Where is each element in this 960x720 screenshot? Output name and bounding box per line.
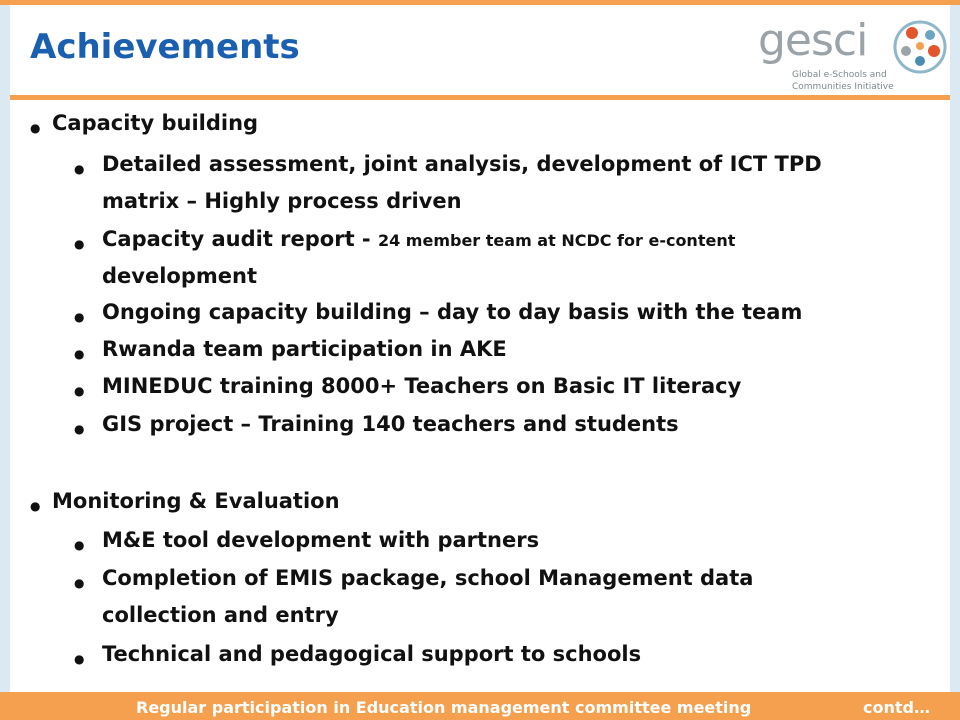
section-heading: Monitoring & Evaluation bbox=[52, 489, 340, 513]
list-item-text: Technical and pedagogical support to schools bbox=[102, 642, 642, 666]
bullet-dot-icon: ● bbox=[74, 384, 85, 398]
footer-continued: contd… bbox=[863, 698, 930, 717]
slide-header bbox=[10, 5, 950, 95]
list-item-text: M&E tool development with partners bbox=[102, 528, 540, 552]
bullet-dot-icon: ● bbox=[74, 162, 85, 176]
logo-tagline: Global e-Schools and Communities Initiative bbox=[792, 70, 894, 92]
slide-frame-right bbox=[950, 0, 960, 720]
bullet-dot-icon: ● bbox=[74, 422, 85, 436]
list-item-text bbox=[102, 222, 735, 258]
bullet-dot-icon: ● bbox=[74, 237, 85, 251]
footer-note: Regular participation in Education management committee meeting bbox=[136, 698, 752, 717]
bullet-dot-icon: ● bbox=[74, 576, 85, 590]
bullet-dot-icon: ● bbox=[74, 652, 85, 666]
list-item-text: MINEDUC training 8000+ Teachers on Basic IT literacy bbox=[102, 374, 742, 398]
section-heading: Capacity building bbox=[52, 111, 259, 135]
slide-body bbox=[10, 100, 950, 692]
list-item-text: matrix – Highly process driven bbox=[102, 189, 462, 213]
bullet-dot-icon: ● bbox=[74, 538, 85, 552]
list-item-text: Detailed assessment, joint analysis, development of ICT TPD bbox=[102, 152, 822, 176]
list-item-text: development bbox=[102, 264, 257, 288]
gesci-logo bbox=[758, 17, 958, 97]
bullet-dot-icon: ● bbox=[74, 347, 85, 361]
slide-title: Achievements bbox=[30, 27, 300, 67]
list-item-text: Completion of EMIS package, school Management data bbox=[102, 566, 754, 590]
bullet-dot-icon: ● bbox=[30, 121, 41, 135]
list-item-text: collection and entry bbox=[102, 603, 339, 627]
bullet-dot-icon: ● bbox=[74, 310, 85, 324]
list-item-detail: 24 member team at NCDC for e-content bbox=[377, 231, 736, 250]
bullet-dot-icon: ● bbox=[30, 499, 41, 513]
list-item-text: Rwanda team participation in AKE bbox=[102, 337, 507, 361]
list-item-text: Ongoing capacity building – day to day basis with the team bbox=[102, 300, 803, 324]
slide-footer bbox=[0, 692, 960, 720]
slide-frame-left bbox=[0, 0, 10, 720]
logo-wordmark: gesci bbox=[758, 15, 868, 66]
list-item-text: GIS project – Training 140 teachers and students bbox=[102, 412, 679, 436]
gesci-globe-logo-icon bbox=[890, 17, 950, 77]
list-item-lead: Capacity audit report - bbox=[102, 227, 378, 251]
